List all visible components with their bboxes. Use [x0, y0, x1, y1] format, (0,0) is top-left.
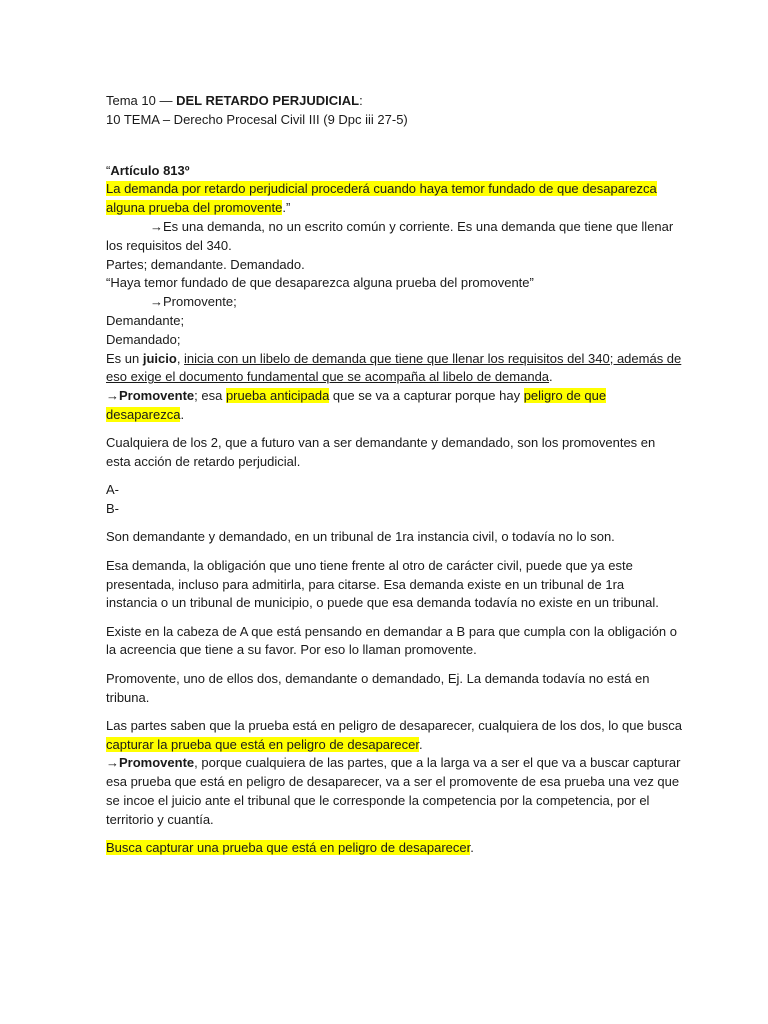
note-line: los requisitos del 340. [106, 237, 232, 253]
text: . [549, 369, 553, 385]
item-text: Promovente; [163, 294, 237, 310]
highlight: capturar la prueba que está en peligro de desaparecer [106, 736, 419, 752]
bold-text: Promovente [119, 755, 195, 771]
highlight: alguna prueba del promovente [106, 200, 283, 216]
paragraph-line: instancia o un tribunal de municipio, o puede que esa demanda todavía no existe en un tribunal. [106, 595, 659, 611]
paragraph-line: esta acción de retardo perjudicial. [106, 454, 301, 470]
text: . [180, 406, 185, 422]
note-text: Es una demanda, no un escrito común y corriente. Es una demanda que tiene que llenar [163, 218, 674, 234]
arrow-right-icon: → [150, 218, 163, 234]
paragraph-line: Promovente, uno de ellos dos, demandante o demandado, Ej. La demanda todavía no está en [106, 670, 650, 686]
article-quote-close: .” [282, 200, 291, 216]
juicio-line-1 [106, 350, 682, 369]
list-item-a: A- [106, 482, 119, 498]
bold-text: Promovente [119, 388, 195, 404]
document-subtitle: 10 TEMA – Derecho Procesal Civil III (9 Dpc iii 27-5) [106, 111, 408, 127]
article-text-line-2 [106, 199, 666, 218]
paragraph-line: Son demandante y demandado, en un tribunal de 1ra instancia civil, o todavía no lo son. [106, 529, 615, 545]
text: , porque cualquiera de las partes, que a la larga va a ser el que va a buscar capturar [194, 755, 681, 771]
text: que se va a capturar porque hay [329, 388, 524, 404]
paragraph-line: Cualquiera de los 2, que a futuro van a ser demandante y demandado, son los promoventes en [106, 435, 656, 451]
text: ; esa [194, 388, 226, 404]
note-line [106, 218, 674, 237]
underlined-text: inicia con un libelo de demanda que tiene que llenar los requisitos del 340; además de [184, 350, 682, 366]
bold-text: juicio [142, 350, 177, 366]
promovente-item [106, 293, 666, 312]
demandado-item: Demandado; [106, 331, 181, 347]
partes-line: Partes; demandante. Demandado. [106, 256, 305, 272]
highlight: desaparezca [106, 406, 181, 422]
paragraph-line: tribuna. [106, 689, 150, 705]
document-title [106, 92, 666, 111]
paragraph-line: presentada, incluso para admitirla, para citarse. Esa demanda existe en un tribunal de 1ra [106, 576, 625, 592]
promovente-line-2 [106, 406, 666, 425]
highlight: La demanda por retardo perjudicial procederá cuando haya temor fundado de que desaparezca [106, 181, 657, 197]
arrow-right-icon: → [150, 294, 163, 310]
paragraph-line: Existe en la cabeza de A que está pensando en demandar a B para que cumpla con la obligación o [106, 623, 677, 639]
arrow-right-icon: → [106, 388, 119, 404]
paragraph-line [106, 839, 666, 858]
paragraph-line [106, 736, 666, 755]
highlight: prueba anticipada [225, 388, 330, 404]
juicio-line-2 [106, 368, 666, 387]
quote-open: “ [106, 162, 111, 178]
text: . [418, 736, 423, 752]
title-bold: DEL RETARDO PERJUDICIAL [176, 93, 360, 108]
paragraph-line: la acreencia que tiene a su favor. Por eso lo llaman promovente. [106, 642, 477, 658]
quote-line: “Haya temor fundado de que desaparezca alguna prueba del promovente” [106, 275, 534, 291]
paragraph-line: se incoe el juicio ante el tribunal que le corresponde la competencia por la competencia, por el [106, 793, 650, 808]
promovente-line-1 [106, 387, 666, 406]
arrow-right-icon: → [106, 755, 119, 771]
article-text-line-1 [106, 180, 666, 199]
text: . [470, 840, 474, 856]
paragraph-line: Esa demanda, la obligación que uno tiene frente al otro de carácter civil, puede que ya este [106, 557, 633, 573]
document-page [106, 92, 683, 858]
article-title: Artículo 813º [110, 162, 190, 178]
text: Es un [106, 350, 143, 366]
text: , [176, 350, 185, 366]
paragraph-line: esa prueba que está en peligro de desaparecer, va a ser el promovente de esa prueba una vez que [106, 774, 680, 790]
article-heading [106, 162, 666, 181]
highlight: Busca capturar una prueba que está en peligro de desaparecer [106, 840, 471, 856]
title-prefix: Tema 10 — [106, 93, 177, 108]
highlight: peligro de que [523, 388, 607, 404]
paragraph-line: Las partes saben que la prueba está en peligro de desaparecer, cualquiera de los dos, lo que busca [106, 717, 683, 733]
paragraph-line: territorio y cuantía. [106, 811, 214, 827]
list-item-b: B- [106, 501, 119, 517]
underlined-text: eso exige el documento fundamental que se acompaña al libelo de demanda [106, 369, 550, 385]
title-suffix: : [359, 93, 363, 108]
paragraph-line [106, 754, 681, 773]
demandante-item: Demandante; [106, 312, 185, 328]
